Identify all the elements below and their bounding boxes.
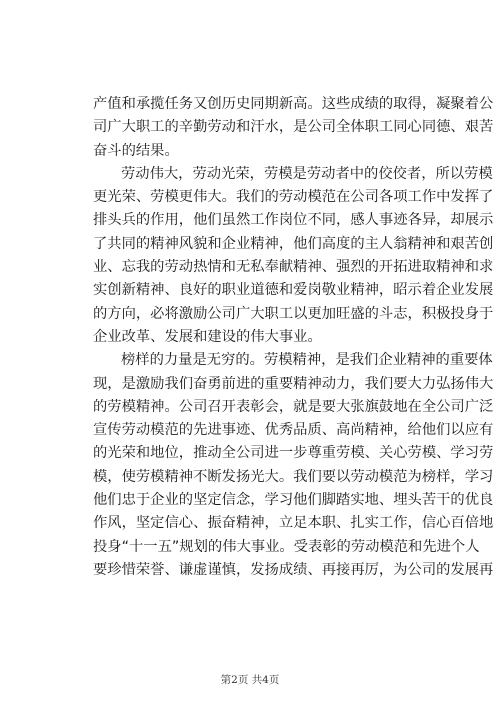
text-line: 投身“十一五”规划的伟大事业。受表彰的劳动模范和先进个人	[93, 538, 480, 555]
text-line: 业、忘我的劳动热情和无私奉献精神、强烈的开拓进取精神和求	[93, 259, 494, 276]
text-line: 产值和承揽任务又创历史同期新高。这些成绩的取得，凝聚着公	[93, 96, 494, 112]
text-line: 要珍惜荣誉、谦虚谨慎，发扬成绩、再接再厉，为公司的发展再	[93, 561, 494, 578]
text-line: 实创新精神、良好的职业道德和爱岗敬业精神，昭示着企业发展	[93, 282, 494, 299]
paragraph-first-line: 劳动伟大，劳动光荣，劳模是劳动者中的佼佼者，所以劳模	[121, 165, 493, 182]
text-line: 的劳模精神。公司召开表彰会，就是要大张旗鼓地在全公司广泛	[93, 398, 494, 415]
text-line: 宣传劳动模范的先进事迹、优秀品质、高尚精神，给他们以应有	[93, 422, 494, 439]
document-body	[93, 93, 494, 582]
text-line: 了共同的精神风貌和企业精神，他们高度的主人翁精神和艰苦创	[93, 235, 494, 252]
page-footer: 第2页 共4页	[220, 674, 280, 686]
text-line: 更光荣、劳模更伟大。我们的劳动模范在公司各项工作中发挥了	[93, 189, 494, 206]
text-line: 现，是激励我们奋勇前进的重要精神动力，我们要大力弘扬伟大	[93, 375, 494, 392]
text-line: 的光荣和地位，推动全公司进一步尊重劳模、关心劳模、学习劳	[93, 445, 494, 462]
text-line: 企业改革、发展和建设的伟大事业。	[93, 328, 322, 345]
text-line: 奋斗的结果。	[93, 142, 179, 159]
paragraph-first-line: 榜样的力量是无穷的。劳模精神，是我们企业精神的重要体	[121, 352, 493, 369]
text-line: 司广大职工的辛勤劳动和汗水，是公司全体职工同心同德、艰苦	[93, 119, 494, 136]
text-line: 他们忠于企业的坚定信念，学习他们脚踏实地、埋头苦干的优良	[93, 492, 494, 509]
text-line: 排头兵的作用，他们虽然工作岗位不同，感人事迹各异，却展示	[93, 212, 494, 229]
text-line: 的方向，必将激励公司广大职工以更加旺盛的斗志，积极投身于	[93, 305, 494, 322]
text-line: 作风，坚定信心、振奋精神，立足本职、扎实工作，信心百倍地	[93, 515, 494, 532]
text-line: 模，使劳模精神不断发扬光大。我们要以劳动模范为榜样，学习	[93, 468, 494, 485]
